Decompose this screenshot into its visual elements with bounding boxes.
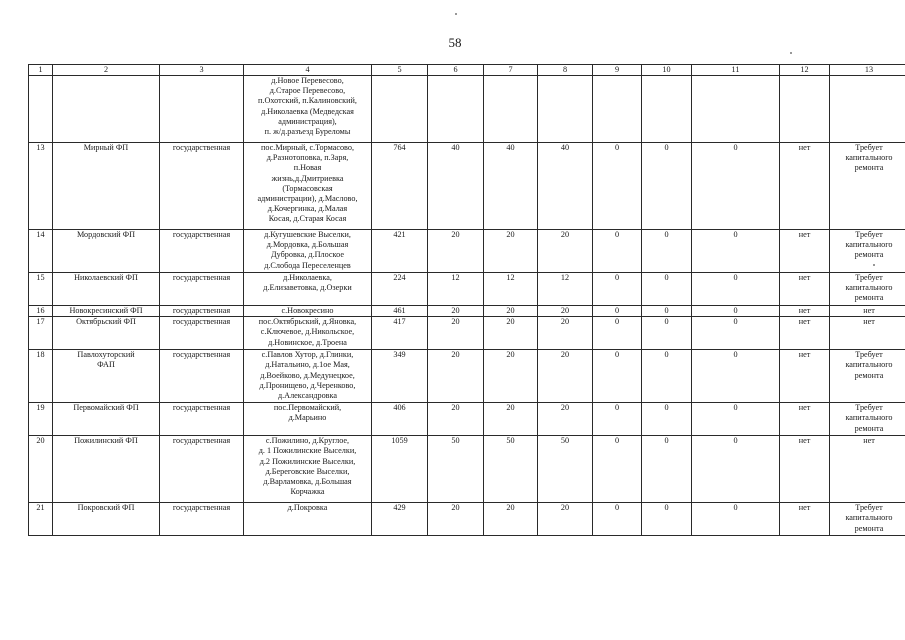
value-cell-c9: 0 <box>593 273 642 306</box>
cell <box>53 76 160 143</box>
settlements-cell <box>244 273 372 306</box>
column-numbers-row <box>29 65 905 76</box>
note-line: Требует <box>855 273 883 282</box>
value-cell-c8: 20 <box>538 230 593 273</box>
settlement-line: д.Слобода Переселенцев <box>264 260 351 270</box>
note-line: ремонта <box>854 523 884 533</box>
value-cell-c10: 0 <box>642 350 692 403</box>
ownership-cell: государственная <box>160 230 244 273</box>
value-cell-c5: 429 <box>372 503 428 536</box>
value-cell-c11: 0 <box>692 273 780 306</box>
value-cell-c5: 224 <box>372 273 428 306</box>
column-header: 1 <box>29 65 53 76</box>
value-cell-c5: 417 <box>372 317 428 350</box>
settlement-line: д.Елизаветовка, д.Озерки <box>263 283 352 293</box>
column-header: 12 <box>780 65 830 76</box>
facility-name-cell <box>53 273 160 306</box>
value-cell-c9: 0 <box>593 350 642 403</box>
settlement-line: Косая, д.Старая Косая <box>268 214 347 224</box>
table-row <box>29 230 905 273</box>
settlement-line: п.Новая <box>293 163 322 173</box>
settlement-line: д.Мордовка, д.Большая <box>266 240 349 250</box>
facility-name-line: Первомайский ФП <box>73 403 139 413</box>
note-cell <box>830 230 905 273</box>
note-cell <box>830 503 905 536</box>
value-cell-c11: 0 <box>692 306 780 317</box>
note-line: ремонта <box>854 250 884 260</box>
continuation-row <box>29 76 905 143</box>
cell <box>593 76 642 143</box>
facility-name-cell <box>53 317 160 350</box>
note-cell <box>830 317 905 350</box>
facility-name-line: Октябрьский ФП <box>76 317 136 327</box>
value-cell-c9: 0 <box>593 143 642 230</box>
cell <box>428 76 484 143</box>
table-row <box>29 350 905 403</box>
note-line: капитального <box>845 283 893 293</box>
value-cell-c6: 40 <box>428 143 484 230</box>
cell <box>642 76 692 143</box>
row-number-cell: 16 <box>29 306 53 317</box>
column-header: 13 <box>830 65 905 76</box>
settlement-line: п. ж/д.разъезд Буреломы <box>264 127 351 137</box>
settlements-cell <box>244 306 372 317</box>
column-header: 3 <box>160 65 244 76</box>
value-cell-c7: 40 <box>484 143 538 230</box>
value-cell-c5: 764 <box>372 143 428 230</box>
settlement-line: д.Разнотоповка, п.Заря, <box>266 153 349 163</box>
row-number-cell: 13 <box>29 143 53 230</box>
cell <box>780 76 830 143</box>
scan-speck <box>455 13 457 15</box>
note-line: Требует <box>855 143 883 152</box>
settlements-cell <box>244 350 372 403</box>
value-cell-c12: нет <box>780 403 830 436</box>
value-cell-c10: 0 <box>642 306 692 317</box>
settlement-line: (Тормасовская <box>282 183 333 193</box>
facility-name-line: Новокресинский ФП <box>69 306 143 315</box>
value-cell-c6: 20 <box>428 503 484 536</box>
value-cell-c9: 0 <box>593 403 642 436</box>
row-number-cell: 18 <box>29 350 53 403</box>
cell <box>29 76 53 143</box>
settlement-line: администрация), <box>278 116 337 126</box>
value-cell-c7: 20 <box>484 306 538 317</box>
note-line: нет <box>863 436 875 446</box>
note-line: нет <box>863 317 875 327</box>
ownership-cell: государственная <box>160 503 244 536</box>
cell <box>160 76 244 143</box>
value-cell-c11: 0 <box>692 230 780 273</box>
table-row <box>29 503 905 536</box>
value-cell-c9: 0 <box>593 503 642 536</box>
settlement-line: д.Александровка <box>277 391 338 401</box>
value-cell-c6: 20 <box>428 350 484 403</box>
settlement-line: д.Пронищево, д.Черенково, <box>259 380 356 390</box>
note-line: ремонта <box>854 163 884 173</box>
facility-name-line: Павлохуторский <box>77 350 135 360</box>
value-cell-c10: 0 <box>642 317 692 350</box>
settlement-line: д.Николаевка (Медведская <box>261 106 354 116</box>
facility-name-cell <box>53 350 160 403</box>
settlement-line: с.Ключевое, д.Никольское, <box>260 327 355 337</box>
settlement-line: пос.Первомайский, <box>273 403 342 413</box>
value-cell-c10: 0 <box>642 503 692 536</box>
value-cell-c6: 50 <box>428 436 484 503</box>
note-line: капитального <box>845 360 893 370</box>
value-cell-c12: нет <box>780 503 830 536</box>
settlement-line: с.Павлов Хутор, д.Глинки, <box>261 350 354 360</box>
facility-name-cell <box>53 403 160 436</box>
ownership-cell: государственная <box>160 306 244 317</box>
table-body <box>29 65 905 536</box>
column-header: 10 <box>642 65 692 76</box>
settlement-line: д.Николаевка, <box>283 273 332 282</box>
facility-name-cell <box>53 436 160 503</box>
settlement-line: Корчажка <box>290 487 325 497</box>
note-line: Требует <box>855 403 883 413</box>
settlement-line: д.Натальино, д.1ое Мая, <box>265 360 350 370</box>
column-header: 8 <box>538 65 593 76</box>
table-row <box>29 403 905 436</box>
value-cell-c8: 20 <box>538 306 593 317</box>
table-row <box>29 306 905 317</box>
ownership-cell: государственная <box>160 143 244 230</box>
facility-name-line: ФАП <box>97 360 115 370</box>
table-row <box>29 317 905 350</box>
value-cell-c8: 12 <box>538 273 593 306</box>
value-cell-c6: 20 <box>428 230 484 273</box>
settlements-cell <box>244 76 372 143</box>
settlements-cell <box>244 230 372 273</box>
settlements-cell <box>244 403 372 436</box>
note-line: капитального <box>845 413 893 423</box>
settlement-line: д.2 Пожилинские Выселки, <box>259 456 356 466</box>
note-line: ремонта <box>854 293 884 303</box>
column-header: 4 <box>244 65 372 76</box>
page-number: 58 <box>448 35 462 50</box>
value-cell-c5: 406 <box>372 403 428 436</box>
settlement-line: д.Покровка <box>287 503 328 513</box>
row-number-cell: 21 <box>29 503 53 536</box>
settlements-cell <box>244 143 372 230</box>
value-cell-c11: 0 <box>692 143 780 230</box>
facility-name-line: Пожилинский ФП <box>74 436 138 446</box>
facility-name-cell <box>53 230 160 273</box>
cell <box>372 76 428 143</box>
note-line: нет <box>863 306 875 315</box>
value-cell-c8: 50 <box>538 436 593 503</box>
facility-name-line: Мирный ФП <box>83 143 129 152</box>
column-header: 7 <box>484 65 538 76</box>
scan-speck <box>790 52 792 54</box>
value-cell-c7: 20 <box>484 230 538 273</box>
column-header: 2 <box>53 65 160 76</box>
value-cell-c10: 0 <box>642 273 692 306</box>
value-cell-c8: 40 <box>538 143 593 230</box>
note-cell <box>830 306 905 317</box>
settlement-line: д. 1 Пожилинские Выселки, <box>258 446 357 456</box>
value-cell-c10: 0 <box>642 436 692 503</box>
settlement-line: п.Охотский, п.Калиновский, <box>258 96 357 106</box>
row-number-cell: 19 <box>29 403 53 436</box>
settlement-line: д.Береговские Выселки, <box>265 466 350 476</box>
value-cell-c9: 0 <box>593 436 642 503</box>
note-line: ремонта <box>854 370 884 380</box>
settlement-line: пос.Октябрьский, д.Яновка, <box>258 317 357 327</box>
settlement-line: с.Новокресино <box>281 306 334 315</box>
settlement-line: д.Старое Перевесово, <box>269 86 346 96</box>
value-cell-c6: 20 <box>428 306 484 317</box>
note-cell <box>830 436 905 503</box>
note-line: капитального <box>845 153 893 163</box>
settlement-line: д.Новое Перевесово, <box>271 76 344 85</box>
column-header: 9 <box>593 65 642 76</box>
settlement-line: жизнь,д.Дмитриевка <box>271 173 344 183</box>
row-number-cell: 20 <box>29 436 53 503</box>
value-cell-c7: 50 <box>484 436 538 503</box>
column-header: 6 <box>428 65 484 76</box>
cell <box>538 76 593 143</box>
column-header: 5 <box>372 65 428 76</box>
settlement-line: д.Кугушевские Выселки, <box>264 230 351 239</box>
value-cell-c12: нет <box>780 436 830 503</box>
facility-name-line: Николаевский ФП <box>74 273 138 282</box>
settlement-line: администрации), д.Маслово, <box>257 194 358 204</box>
value-cell-c12: нет <box>780 143 830 230</box>
facility-name-line: Мордовский ФП <box>76 230 136 239</box>
value-cell-c7: 20 <box>484 403 538 436</box>
value-cell-c5: 421 <box>372 230 428 273</box>
facility-name-cell <box>53 143 160 230</box>
value-cell-c7: 20 <box>484 503 538 536</box>
value-cell-c6: 12 <box>428 273 484 306</box>
value-cell-c11: 0 <box>692 503 780 536</box>
value-cell-c9: 0 <box>593 306 642 317</box>
note-cell <box>830 350 905 403</box>
settlements-cell <box>244 436 372 503</box>
settlement-line: д.Варламовка, д.Большая <box>263 477 352 487</box>
table-row <box>29 436 905 503</box>
settlement-line: д.Воейково, д.Медунецкое, <box>260 370 355 380</box>
value-cell-c11: 0 <box>692 317 780 350</box>
value-cell-c11: 0 <box>692 403 780 436</box>
value-cell-c5: 1059 <box>372 436 428 503</box>
value-cell-c5: 349 <box>372 350 428 403</box>
value-cell-c8: 20 <box>538 317 593 350</box>
settlements-cell <box>244 503 372 536</box>
value-cell-c12: нет <box>780 273 830 306</box>
value-cell-c6: 20 <box>428 403 484 436</box>
settlement-line: с.Пожилино, д.Круглое, <box>265 436 350 446</box>
note-line: Требует <box>855 230 883 239</box>
value-cell-c10: 0 <box>642 230 692 273</box>
note-cell <box>830 273 905 306</box>
row-number-cell: 17 <box>29 317 53 350</box>
value-cell-c12: нет <box>780 317 830 350</box>
settlements-cell <box>244 317 372 350</box>
value-cell-c11: 0 <box>692 350 780 403</box>
row-number-cell: 15 <box>29 273 53 306</box>
note-line: капитального <box>845 240 893 250</box>
facility-name-line: Покровский ФП <box>77 503 135 513</box>
facilities-table <box>28 64 905 536</box>
settlement-line: Дубровка, д.Плоское <box>271 250 344 260</box>
value-cell-c8: 20 <box>538 503 593 536</box>
value-cell-c8: 20 <box>538 403 593 436</box>
value-cell-c7: 20 <box>484 350 538 403</box>
value-cell-c12: нет <box>780 306 830 317</box>
facility-name-cell <box>53 306 160 317</box>
facility-name-cell <box>53 503 160 536</box>
value-cell-c7: 12 <box>484 273 538 306</box>
table-row <box>29 273 905 306</box>
column-header: 11 <box>692 65 780 76</box>
value-cell-c12: нет <box>780 350 830 403</box>
note-line: Требует <box>855 503 883 513</box>
table-row <box>29 143 905 230</box>
ownership-cell: государственная <box>160 350 244 403</box>
value-cell-c7: 20 <box>484 317 538 350</box>
settlement-line: пос.Мирный, с.Тормасово, <box>260 143 355 152</box>
note-line: Требует <box>855 350 883 360</box>
cell <box>484 76 538 143</box>
value-cell-c10: 0 <box>642 143 692 230</box>
value-cell-c9: 0 <box>593 317 642 350</box>
settlement-line: д.Марьино <box>288 413 327 423</box>
note-line: капитального <box>845 513 893 523</box>
note-cell <box>830 143 905 230</box>
value-cell-c8: 20 <box>538 350 593 403</box>
ownership-cell: государственная <box>160 436 244 503</box>
settlement-line: д.Новинское, д.Троена <box>268 337 347 347</box>
value-cell-c11: 0 <box>692 436 780 503</box>
ownership-cell: государственная <box>160 273 244 306</box>
cell <box>830 76 905 143</box>
note-line: ремонта <box>854 423 884 433</box>
note-cell <box>830 403 905 436</box>
value-cell-c5: 461 <box>372 306 428 317</box>
value-cell-c9: 0 <box>593 230 642 273</box>
cell <box>692 76 780 143</box>
settlement-line: д.Кочергинка, д.Малая <box>267 204 348 214</box>
value-cell-c12: нет <box>780 230 830 273</box>
row-number-cell: 14 <box>29 230 53 273</box>
ownership-cell: государственная <box>160 317 244 350</box>
ownership-cell: государственная <box>160 403 244 436</box>
value-cell-c10: 0 <box>642 403 692 436</box>
value-cell-c6: 20 <box>428 317 484 350</box>
